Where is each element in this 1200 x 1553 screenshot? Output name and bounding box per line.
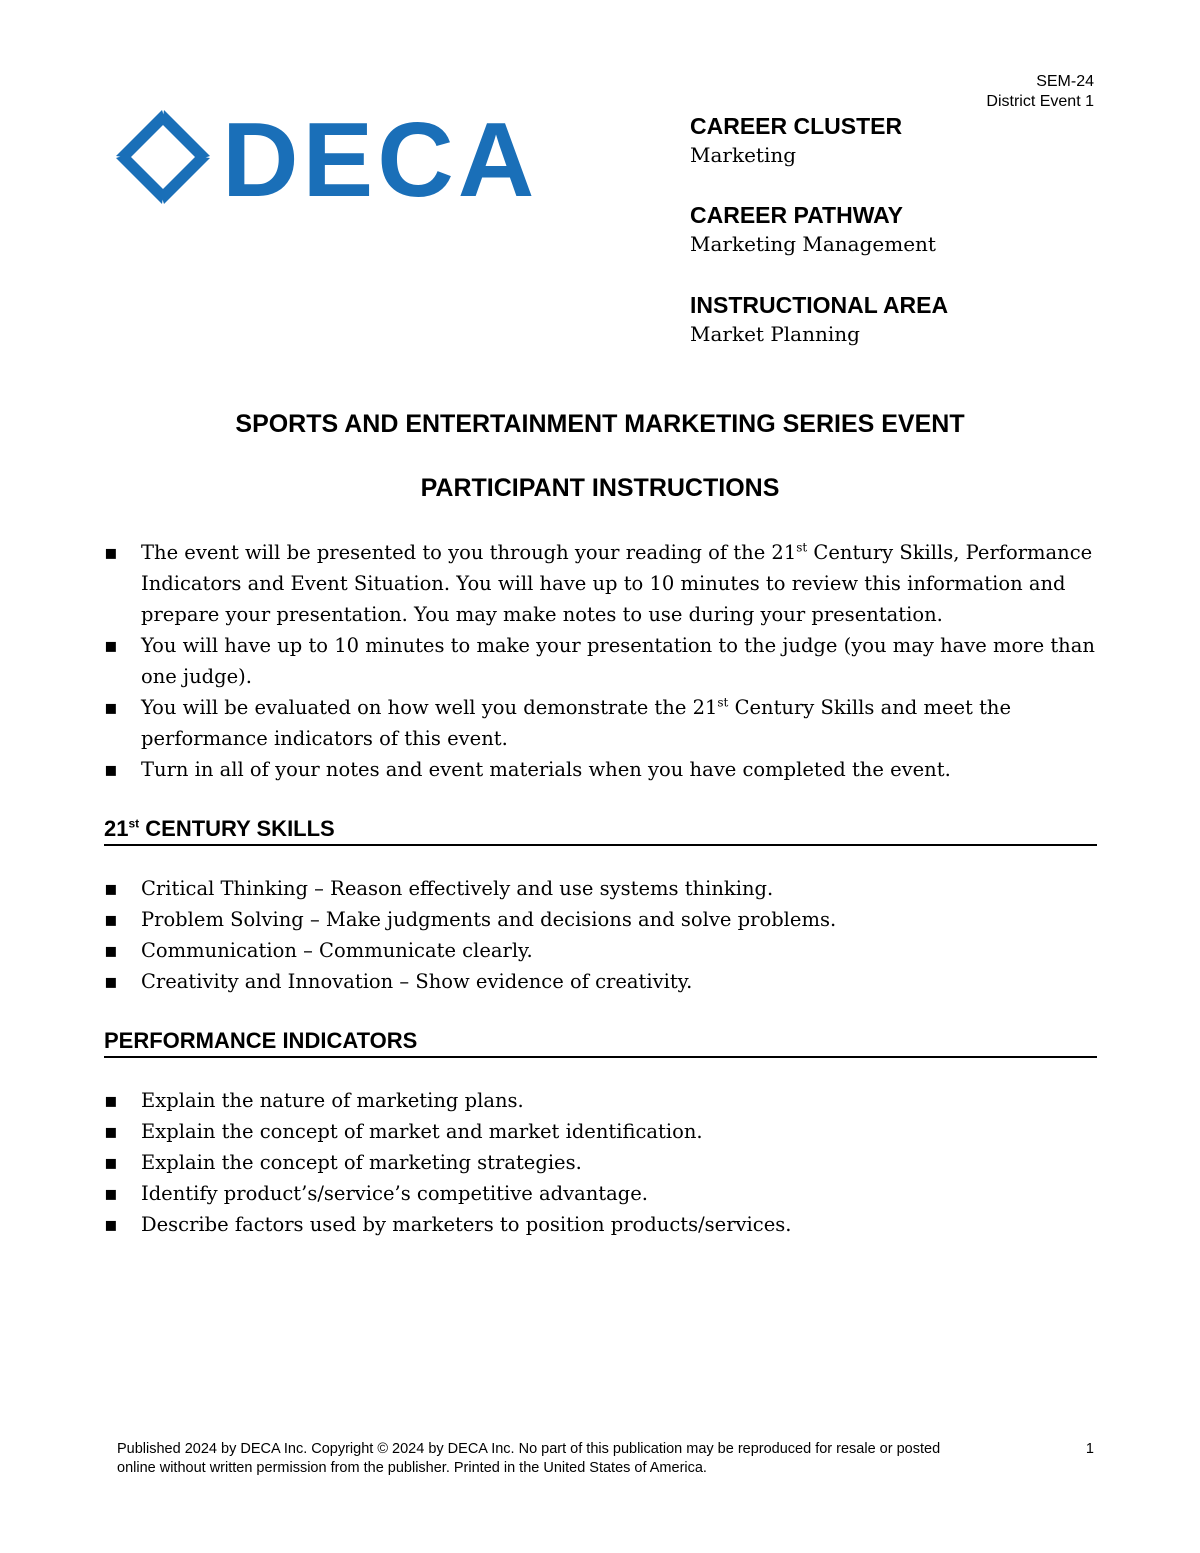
career-pathway-label: CAREER PATHWAY <box>690 202 903 228</box>
list-item <box>104 692 1104 754</box>
list-item-text: Turn in all of your notes and event materials when you have completed the event. <box>141 758 951 781</box>
list-item: ▪ Problem Solving – Make judgments and decisions and solve problems. <box>104 904 1104 935</box>
list-item: ▪ Creativity and Innovation – Show evidence of creativity. <box>104 966 1104 997</box>
page-number: 1 <box>1085 1441 1094 1457</box>
list-item: ▪ Explain the nature of marketing plans. <box>104 1085 1104 1116</box>
list-item <box>104 537 1104 630</box>
deca-logo <box>114 108 574 206</box>
skills-heading <box>104 815 1097 846</box>
footer-line: online without written permission from the publisher. Printed in the United States of America. <box>117 1460 707 1476</box>
instructional-area-label: INSTRUCTIONAL AREA <box>690 292 949 318</box>
event-label: District Event 1 <box>986 93 1094 110</box>
career-pathway-value: Marketing Management <box>690 232 936 256</box>
skills-list <box>104 873 1104 997</box>
list-item: ▪ Communication – Communicate clearly. <box>104 935 1104 966</box>
heading-text: CENTURY SKILLS <box>139 816 335 841</box>
instructional-area-value: Market Planning <box>690 322 860 346</box>
ordinal-suffix: st <box>796 540 808 555</box>
footer-line: Published 2024 by DECA Inc. Copyright © 2024 by DECA Inc. No part of this publication may be reproduced for resale or posted <box>117 1441 941 1457</box>
career-cluster-label: CAREER CLUSTER <box>690 113 903 139</box>
list-item <box>104 630 1104 692</box>
list-item: ▪ Describe factors used by marketers to position products/services. <box>104 1209 1104 1240</box>
footer-copyright <box>117 1440 1017 1478</box>
instructions-list <box>104 537 1104 785</box>
list-item-text: Century Skills, Performance Indicators and Event Situation. You will have up to 10 minutes to review this information and prepare your presentation. You may make notes to use during your presentation. <box>141 541 1093 626</box>
indicators-list <box>104 1085 1104 1240</box>
career-pathway <box>690 201 1110 259</box>
heading-text: 21 <box>104 816 129 841</box>
list-item: ▪ Explain the concept of marketing strategies. <box>104 1147 1104 1178</box>
list-item-text: You will be evaluated on how well you demonstrate the 21 <box>141 696 718 719</box>
event-title: SPORTS AND ENTERTAINMENT MARKETING SERIES EVENT <box>235 410 965 438</box>
list-item <box>104 754 1104 785</box>
list-item: ▪ Identify product’s/service’s competitive advantage. <box>104 1178 1104 1209</box>
list-item: ▪ Explain the concept of market and market identification. <box>104 1116 1104 1147</box>
ordinal-suffix: st <box>128 816 140 831</box>
indicators-heading: PERFORMANCE INDICATORS <box>104 1027 1097 1058</box>
list-item-text: You will have up to 10 minutes to make your presentation to the judge (you may have more than one judge). <box>141 634 1095 688</box>
instructional-area <box>690 291 1110 349</box>
list-item: ▪ Critical Thinking – Reason effectively and use systems thinking. <box>104 873 1104 904</box>
event-code: SEM-24 <box>1036 73 1094 90</box>
career-cluster-value: Marketing <box>690 143 797 167</box>
list-item-text: The event will be presented to you through your reading of the 21 <box>141 541 797 564</box>
list-item-text: Century Skills and meet the performance indicators of this event. <box>141 696 1012 750</box>
career-cluster <box>690 112 1110 170</box>
event-code-block <box>986 72 1094 112</box>
deca-diamond-icon <box>116 110 210 204</box>
ordinal-suffix: st <box>717 695 729 710</box>
logo-wordmark: DECA <box>222 108 539 206</box>
instructions-title: PARTICIPANT INSTRUCTIONS <box>420 474 780 502</box>
